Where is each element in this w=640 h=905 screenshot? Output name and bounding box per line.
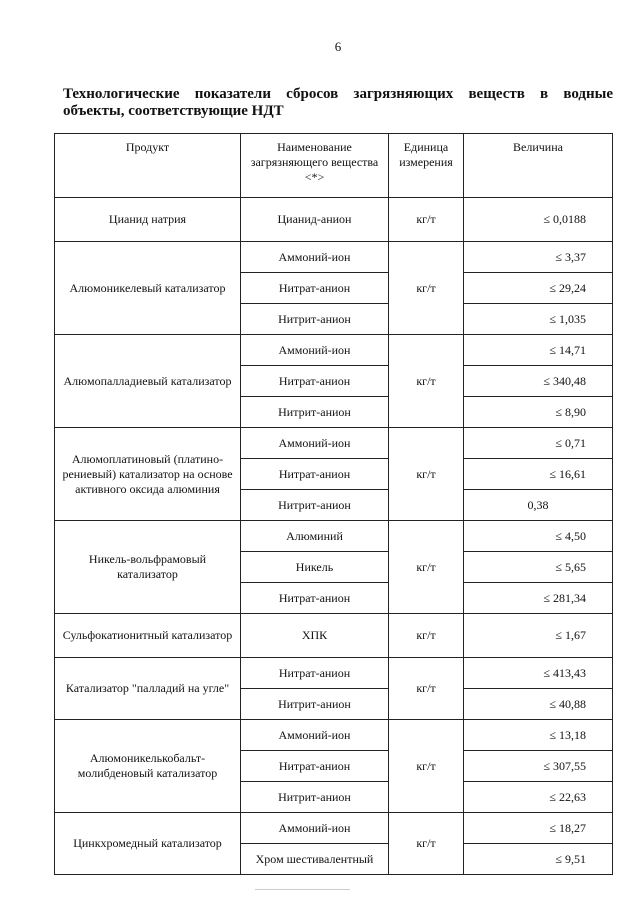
value-cell: ≤ 29,24: [464, 273, 613, 304]
substance-cell: Аммоний-ион: [241, 720, 389, 751]
table-row: [55, 720, 613, 751]
ndt-discharge-table: [54, 133, 613, 875]
unit-cell: кг/т: [389, 198, 464, 242]
product-cell: Катализатор "палладий на угле": [55, 658, 241, 720]
unit-cell: кг/т: [389, 614, 464, 658]
table-row: [55, 658, 613, 689]
substance-cell: Алюминий: [241, 521, 389, 552]
substance-cell: Цианид-анион: [241, 198, 389, 242]
page-footer-mark: [255, 889, 350, 896]
substance-cell: Никель: [241, 552, 389, 583]
value-cell: ≤ 3,37: [464, 242, 613, 273]
substance-cell: Нитрат-анион: [241, 583, 389, 614]
substance-cell: Аммоний-ион: [241, 242, 389, 273]
substance-cell: Нитрат-анион: [241, 366, 389, 397]
table-row: [55, 198, 613, 242]
unit-cell: кг/т: [389, 658, 464, 720]
value-cell: ≤ 9,51: [464, 844, 613, 875]
substance-cell: Нитрит-анион: [241, 397, 389, 428]
substance-cell: Аммоний-ион: [241, 813, 389, 844]
header-unit: Единица измерения: [389, 134, 464, 198]
substance-cell: Хром шестивалентный: [241, 844, 389, 875]
document-title-line-1: Технологические показатели сбросов загрязняющих веществ в водные: [63, 86, 613, 102]
unit-cell: кг/т: [389, 335, 464, 428]
document-title: [63, 86, 613, 120]
substance-cell: Аммоний-ион: [241, 428, 389, 459]
unit-cell: кг/т: [389, 521, 464, 614]
value-cell: ≤ 22,63: [464, 782, 613, 813]
value-cell: ≤ 13,18: [464, 720, 613, 751]
value-cell: ≤ 16,61: [464, 459, 613, 490]
substance-cell: Нитрит-анион: [241, 304, 389, 335]
table-header-row: [55, 134, 613, 198]
value-cell: ≤ 0,71: [464, 428, 613, 459]
table-row: [55, 428, 613, 459]
header-value: Величина: [464, 134, 613, 198]
substance-cell: Нитрат-анион: [241, 658, 389, 689]
unit-cell: кг/т: [389, 813, 464, 875]
product-cell: Сульфокатионитный катализатор: [55, 614, 241, 658]
value-cell: ≤ 14,71: [464, 335, 613, 366]
substance-cell: Нитрит-анион: [241, 490, 389, 521]
substance-cell: Нитрат-анион: [241, 273, 389, 304]
product-cell: Цианид натрия: [55, 198, 241, 242]
table-row: [55, 521, 613, 552]
unit-cell: кг/т: [389, 428, 464, 521]
value-cell: ≤ 307,55: [464, 751, 613, 782]
value-cell: ≤ 413,43: [464, 658, 613, 689]
value-cell: ≤ 0,0188: [464, 198, 613, 242]
substance-cell: Нитрат-анион: [241, 751, 389, 782]
unit-cell: кг/т: [389, 242, 464, 335]
product-cell: Алюмоникелевый катализатор: [55, 242, 241, 335]
value-cell: 0,38: [464, 490, 613, 521]
table-row: [55, 335, 613, 366]
value-cell: ≤ 8,90: [464, 397, 613, 428]
table-row: [55, 614, 613, 658]
document-title-line-2: объекты, соответствующие НДТ: [63, 103, 284, 119]
product-cell: Алюмопалладиевый катализатор: [55, 335, 241, 428]
substance-cell: Нитрит-анион: [241, 782, 389, 813]
header-product: Продукт: [55, 134, 241, 198]
product-cell: Алюмоникелькобальт-молибденовый катализатор: [55, 720, 241, 813]
value-cell: ≤ 5,65: [464, 552, 613, 583]
value-cell: ≤ 40,88: [464, 689, 613, 720]
value-cell: ≤ 340,48: [464, 366, 613, 397]
unit-cell: кг/т: [389, 720, 464, 813]
table-row: [55, 813, 613, 844]
product-cell: Алюмоплатиновый (платино-рениевый) катализатор на основе активного оксида алюминия: [55, 428, 241, 521]
value-cell: ≤ 1,035: [464, 304, 613, 335]
substance-cell: Аммоний-ион: [241, 335, 389, 366]
substance-cell: ХПК: [241, 614, 389, 658]
page-number: 6: [334, 39, 342, 54]
value-cell: ≤ 18,27: [464, 813, 613, 844]
value-cell: ≤ 281,34: [464, 583, 613, 614]
product-cell: Цинкхромедный катализатор: [55, 813, 241, 875]
product-cell: Никель-вольфрамовый катализатор: [55, 521, 241, 614]
substance-cell: Нитрит-анион: [241, 689, 389, 720]
substance-cell: Нитрат-анион: [241, 459, 389, 490]
value-cell: ≤ 1,67: [464, 614, 613, 658]
header-substance: Наименование загрязняющего вещества <*>: [241, 134, 389, 198]
value-cell: ≤ 4,50: [464, 521, 613, 552]
table-row: [55, 242, 613, 273]
